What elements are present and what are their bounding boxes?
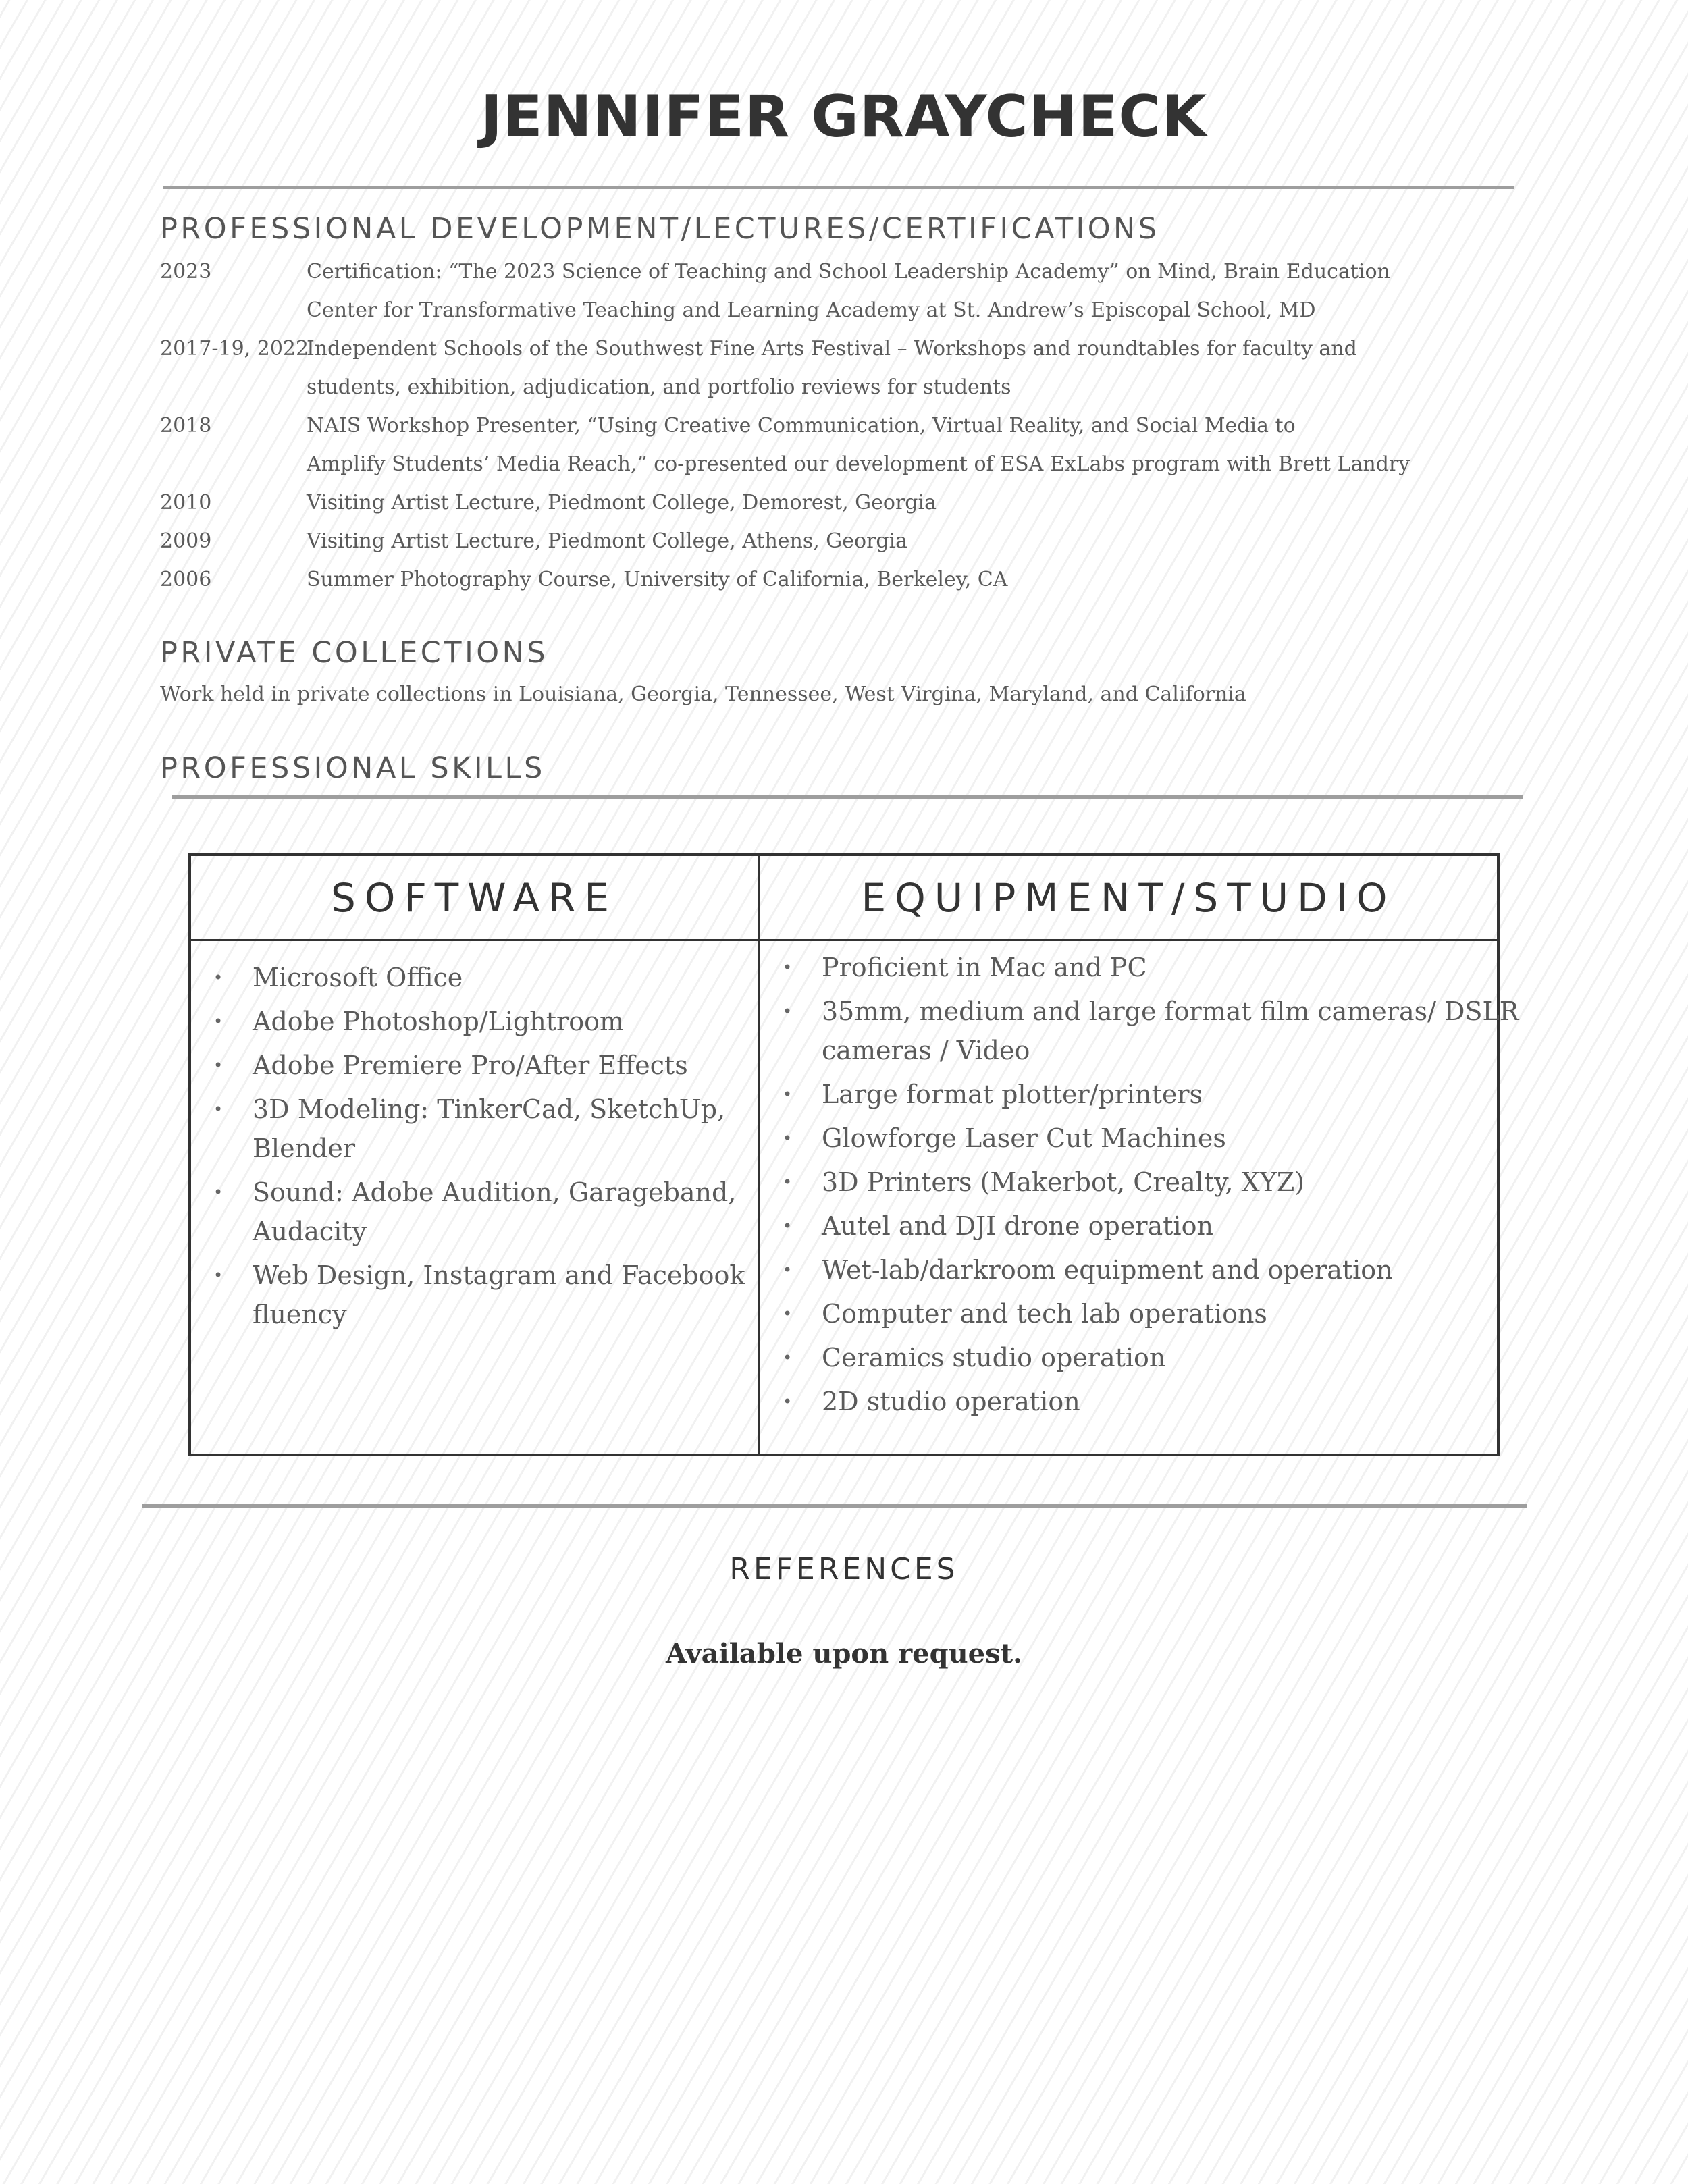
development-entry	[160, 560, 1578, 599]
software-list	[191, 958, 758, 1339]
bullet-icon: •	[783, 1392, 793, 1411]
candidate-name: JENNIFER GRAYCHECK	[480, 83, 1208, 151]
entry-line: Visiting Artist Lecture, Piedmont College, Athens, Georgia	[307, 529, 908, 553]
equipment-column-header: EQUIPMENT/STUDIO	[760, 856, 1497, 941]
bullet-icon: •	[783, 1260, 793, 1279]
references-text: Available upon request.	[665, 1638, 1023, 1670]
skill-line: Computer and tech lab operations	[822, 1299, 1267, 1329]
entry-line: Center for Transformative Teaching and Learning Academy at St. Andrew’s Episcopal School, MD	[307, 298, 1316, 322]
references-divider	[142, 1504, 1527, 1508]
skill-line: Proficient in Mac and PC	[822, 953, 1147, 982]
skill-line: 3D Modeling: TinkerCad, SketchUp,	[253, 1094, 726, 1124]
bullet-icon: •	[783, 1173, 793, 1192]
equipment-list	[760, 948, 1519, 1426]
bullet-icon: •	[783, 1348, 793, 1367]
bullet-icon: •	[213, 1100, 223, 1119]
equipment-skill-item	[760, 1382, 1496, 1421]
entry-year: 2006	[160, 568, 212, 591]
entry-description	[307, 329, 1578, 406]
entry-description	[307, 406, 1578, 483]
bullet-icon: •	[783, 1304, 793, 1323]
entry-line: Visiting Artist Lecture, Piedmont College, Demorest, Georgia	[307, 491, 937, 514]
skill-line: Adobe Photoshop/Lightroom	[253, 1007, 624, 1036]
bullet-icon: •	[213, 1012, 223, 1031]
skills-divider	[172, 795, 1523, 799]
software-skill-item	[191, 1046, 758, 1085]
skill-line: Audacity	[253, 1217, 367, 1246]
software-skill-item	[191, 1002, 758, 1041]
bullet-icon: •	[213, 968, 223, 987]
software-skill-item	[191, 1090, 758, 1168]
skill-line: Wet-lab/darkroom equipment and operation	[822, 1255, 1393, 1285]
entry-line: Certification: “The 2023 Science of Teaching and School Leadership Academy” on Mind, Brain Education	[307, 260, 1390, 284]
skill-line: 3D Printers (Makerbot, Crealty, XYZ)	[822, 1167, 1305, 1197]
equipment-skill-item	[760, 1119, 1496, 1158]
entry-year: 2018	[160, 414, 212, 437]
development-list	[160, 252, 1578, 599]
entry-year: 2017-19, 2022	[160, 337, 309, 361]
equipment-skill-item	[760, 1294, 1496, 1333]
bullet-icon: •	[783, 1217, 793, 1235]
entry-line: Independent Schools of the Southwest Fine Arts Festival – Workshops and roundtables for faculty and	[307, 337, 1357, 361]
entry-description	[307, 483, 1578, 522]
software-skill-item	[191, 1173, 758, 1251]
skill-line: 2D studio operation	[822, 1387, 1080, 1416]
entry-line: students, exhibition, adjudication, and portfolio reviews for students	[307, 375, 1011, 399]
section-heading-collections: PRIVATE COLLECTIONS	[160, 636, 549, 670]
bullet-icon: •	[783, 1129, 793, 1148]
entry-line: Amplify Students’ Media Reach,” co-presented our development of ESA ExLabs program with Brett Landry	[307, 452, 1410, 476]
entry-description	[307, 560, 1578, 599]
entry-year: 2023	[160, 260, 212, 284]
skill-line: Blender	[253, 1134, 356, 1163]
development-entry	[160, 406, 1578, 483]
entry-description	[307, 522, 1578, 560]
equipment-skill-item	[760, 1075, 1496, 1114]
bullet-icon: •	[213, 1183, 223, 1202]
bullet-icon: •	[213, 1266, 223, 1285]
equipment-skill-item	[760, 1338, 1496, 1377]
section-heading-development: PROFESSIONAL DEVELOPMENT/LECTURES/CERTIFICATIONS	[160, 212, 1160, 246]
skill-line: Adobe Premiere Pro/After Effects	[253, 1050, 688, 1080]
development-entry	[160, 483, 1578, 522]
bullet-icon: •	[213, 1056, 223, 1075]
software-skill-item	[191, 958, 758, 997]
equipment-skill-item	[760, 1163, 1496, 1202]
development-entry	[160, 329, 1578, 406]
entry-year: 2010	[160, 491, 212, 514]
skill-line: Microsoft Office	[253, 963, 463, 992]
entry-line: NAIS Workshop Presenter, “Using Creative Communication, Virtual Reality, and Social Media to	[307, 414, 1296, 437]
references-heading: REFERENCES	[729, 1552, 959, 1587]
bullet-icon: •	[783, 1002, 793, 1021]
development-entry	[160, 252, 1578, 329]
skill-line: Sound: Adobe Audition, Garageband,	[253, 1177, 737, 1207]
entry-line: Summer Photography Course, University of California, Berkeley, CA	[307, 568, 1008, 591]
equipment-skill-item	[760, 948, 1496, 987]
skill-line: fluency	[253, 1300, 347, 1329]
entry-year: 2009	[160, 529, 212, 553]
software-column-header: SOFTWARE	[191, 856, 758, 941]
skill-line: Glowforge Laser Cut Machines	[822, 1123, 1226, 1153]
bullet-icon: •	[783, 958, 793, 977]
collections-text: Work held in private collections in Louisiana, Georgia, Tennessee, West Virgina, Maryland, and California	[160, 683, 1246, 706]
header-divider	[163, 186, 1514, 189]
equipment-skill-item	[760, 1250, 1496, 1289]
development-entry	[160, 522, 1578, 560]
skill-line: cameras / Video	[822, 1036, 1030, 1065]
section-heading-skills: PROFESSIONAL SKILLS	[160, 751, 546, 785]
skill-line: 35mm, medium and large format film cameras/ DSLR	[822, 996, 1519, 1026]
skill-line: Autel and DJI drone operation	[822, 1211, 1213, 1241]
software-skill-item	[191, 1256, 758, 1334]
skills-table	[188, 853, 1519, 1456]
skill-line: Web Design, Instagram and Facebook	[253, 1260, 745, 1290]
entry-description	[307, 252, 1578, 329]
equipment-skill-item	[760, 992, 1519, 1070]
bullet-icon: •	[783, 1085, 793, 1104]
equipment-skill-item	[760, 1206, 1496, 1246]
skill-line: Ceramics studio operation	[822, 1343, 1166, 1373]
skill-line: Large format plotter/printers	[822, 1080, 1203, 1109]
